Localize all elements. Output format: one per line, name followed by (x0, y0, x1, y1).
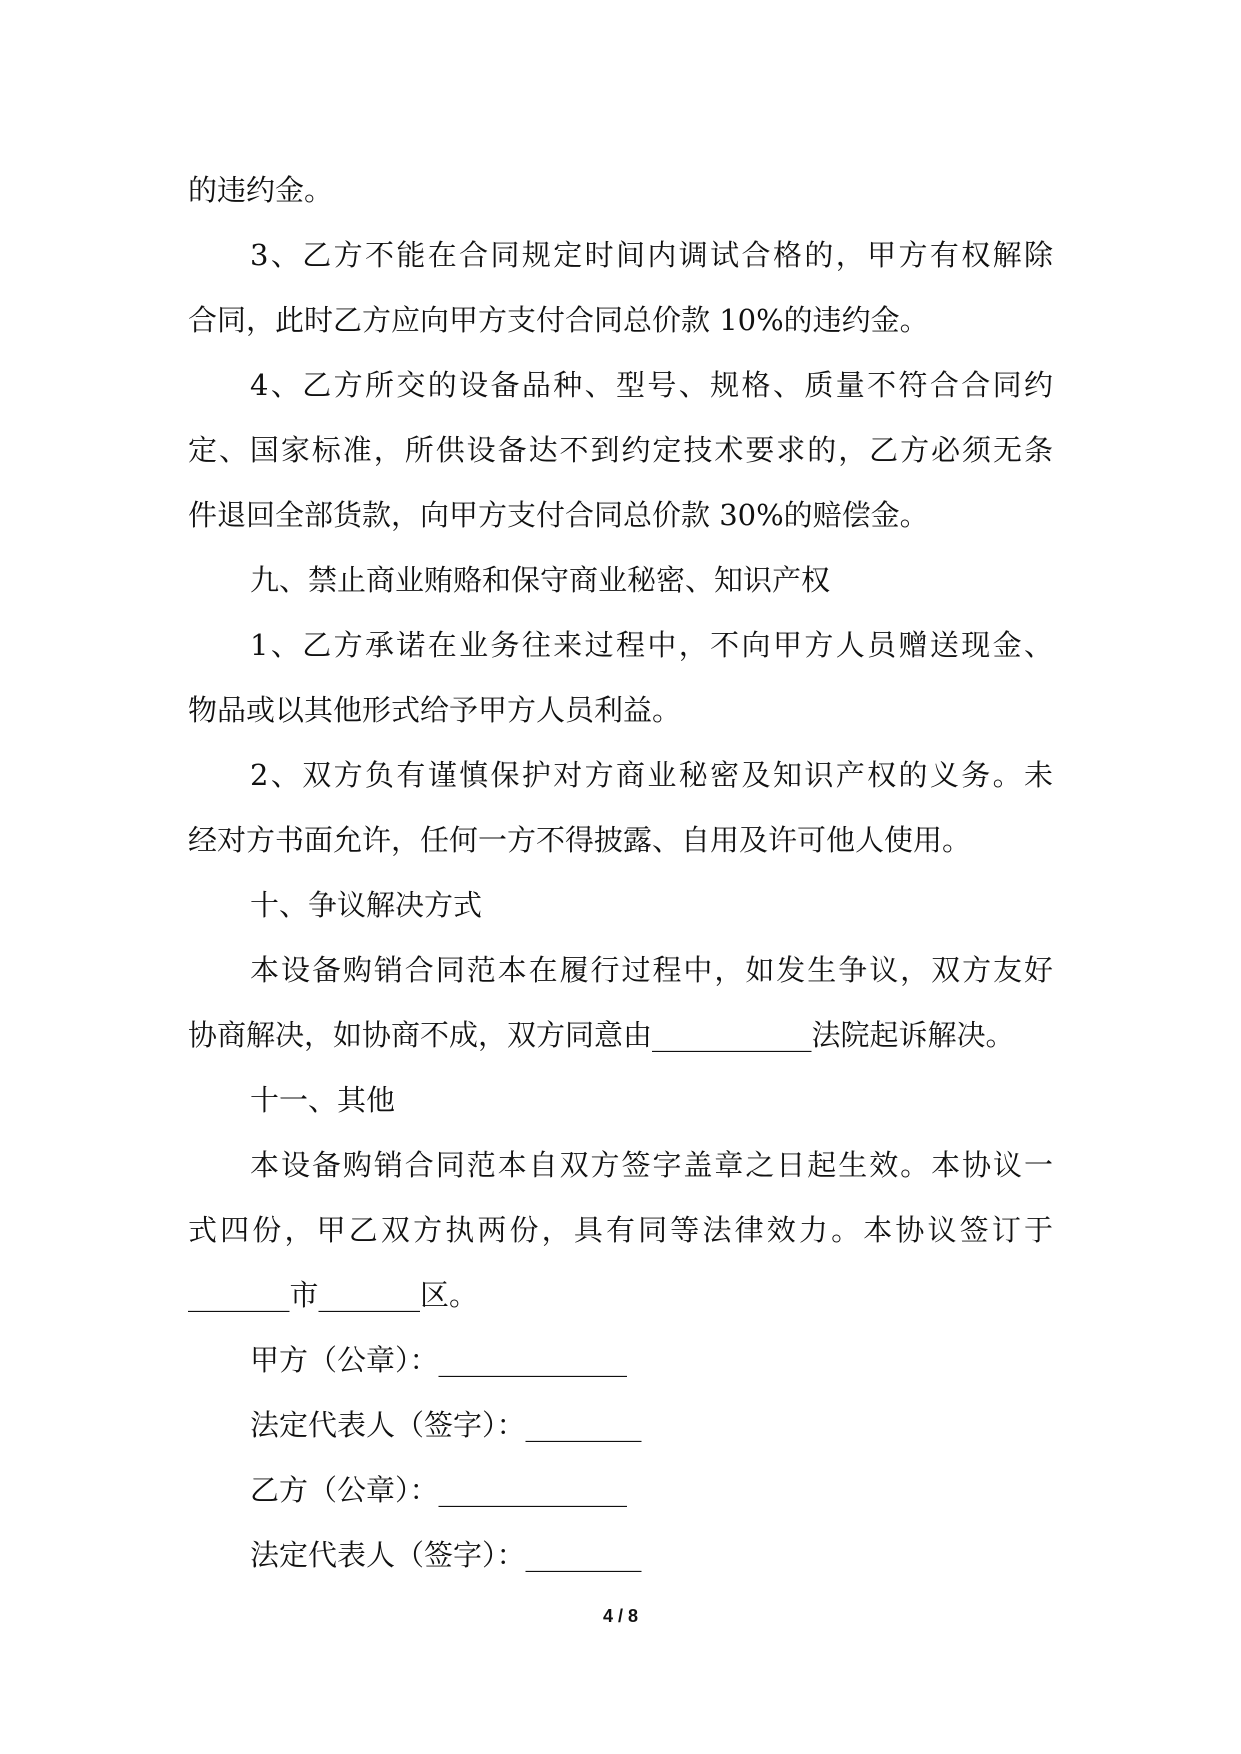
party-a-seal-line: 甲方（公章）：_____________ (250, 1343, 628, 1377)
party-b-representative-line: 法定代表人（签字）：________ (250, 1538, 642, 1572)
document-body (188, 158, 1053, 1588)
clause-8-3-line-2: 合同，此时乙方应向甲方支付合同总价款 10%的违约金。 (188, 303, 929, 337)
clause-9-2-line-2: 经对方书面允许，任何一方不得披露、自用及许可他人使用。 (188, 823, 972, 857)
party-b-seal-line: 乙方（公章）：_____________ (250, 1473, 628, 1507)
clause-8-4-line-1: 4、乙方所交的设备品种、型号、规格、质量不符合合同约 (250, 368, 1053, 402)
clause-8-4-line-3: 件退回全部货款，向甲方支付合同总价款 30%的赔偿金。 (188, 498, 929, 532)
party-a-representative-line: 法定代表人（签字）：________ (250, 1408, 642, 1442)
clause-9-2-line-1: 2、双方负有谨慎保护对方商业秘密及知识产权的义务。未 (250, 758, 1053, 792)
clause-8-3-line-1: 3、乙方不能在合同规定时间内调试合格的，甲方有权解除 (250, 238, 1053, 272)
section-10-heading: 十、争议解决方式 (250, 888, 483, 922)
clause-9-1-line-2: 物品或以其他形式给予甲方人员利益。 (188, 693, 682, 727)
clause-9-1-line-1: 1、乙方承诺在业务往来过程中，不向甲方人员赠送现金、 (250, 628, 1053, 662)
clause-11-line-3: _______市_______区。 (188, 1278, 479, 1312)
clause-10-line-2: 协商解决，如协商不成，双方同意由___________法院起诉解决。 (188, 1018, 1015, 1052)
section-9-heading: 九、禁止商业贿赂和保守商业秘密、知识产权 (250, 563, 831, 597)
clause-10-line-1: 本设备购销合同范本在履行过程中，如发生争议，双方友好 (250, 953, 1053, 987)
clause-11-line-2: 式四份，甲乙双方执两份，具有同等法律效力。本协议签订于 (188, 1213, 1053, 1247)
clause-8-4-line-2: 定、国家标准，所供设备达不到约定技术要求的，乙方必须无条 (188, 433, 1053, 467)
section-11-heading: 十一、其他 (250, 1083, 396, 1117)
page-number: 4 / 8 (602, 1606, 639, 1626)
clause-11-line-1: 本设备购销合同范本自双方签字盖章之日起生效。本协议一 (250, 1148, 1053, 1182)
text-line-continuation: 的违约金。 (188, 173, 334, 207)
